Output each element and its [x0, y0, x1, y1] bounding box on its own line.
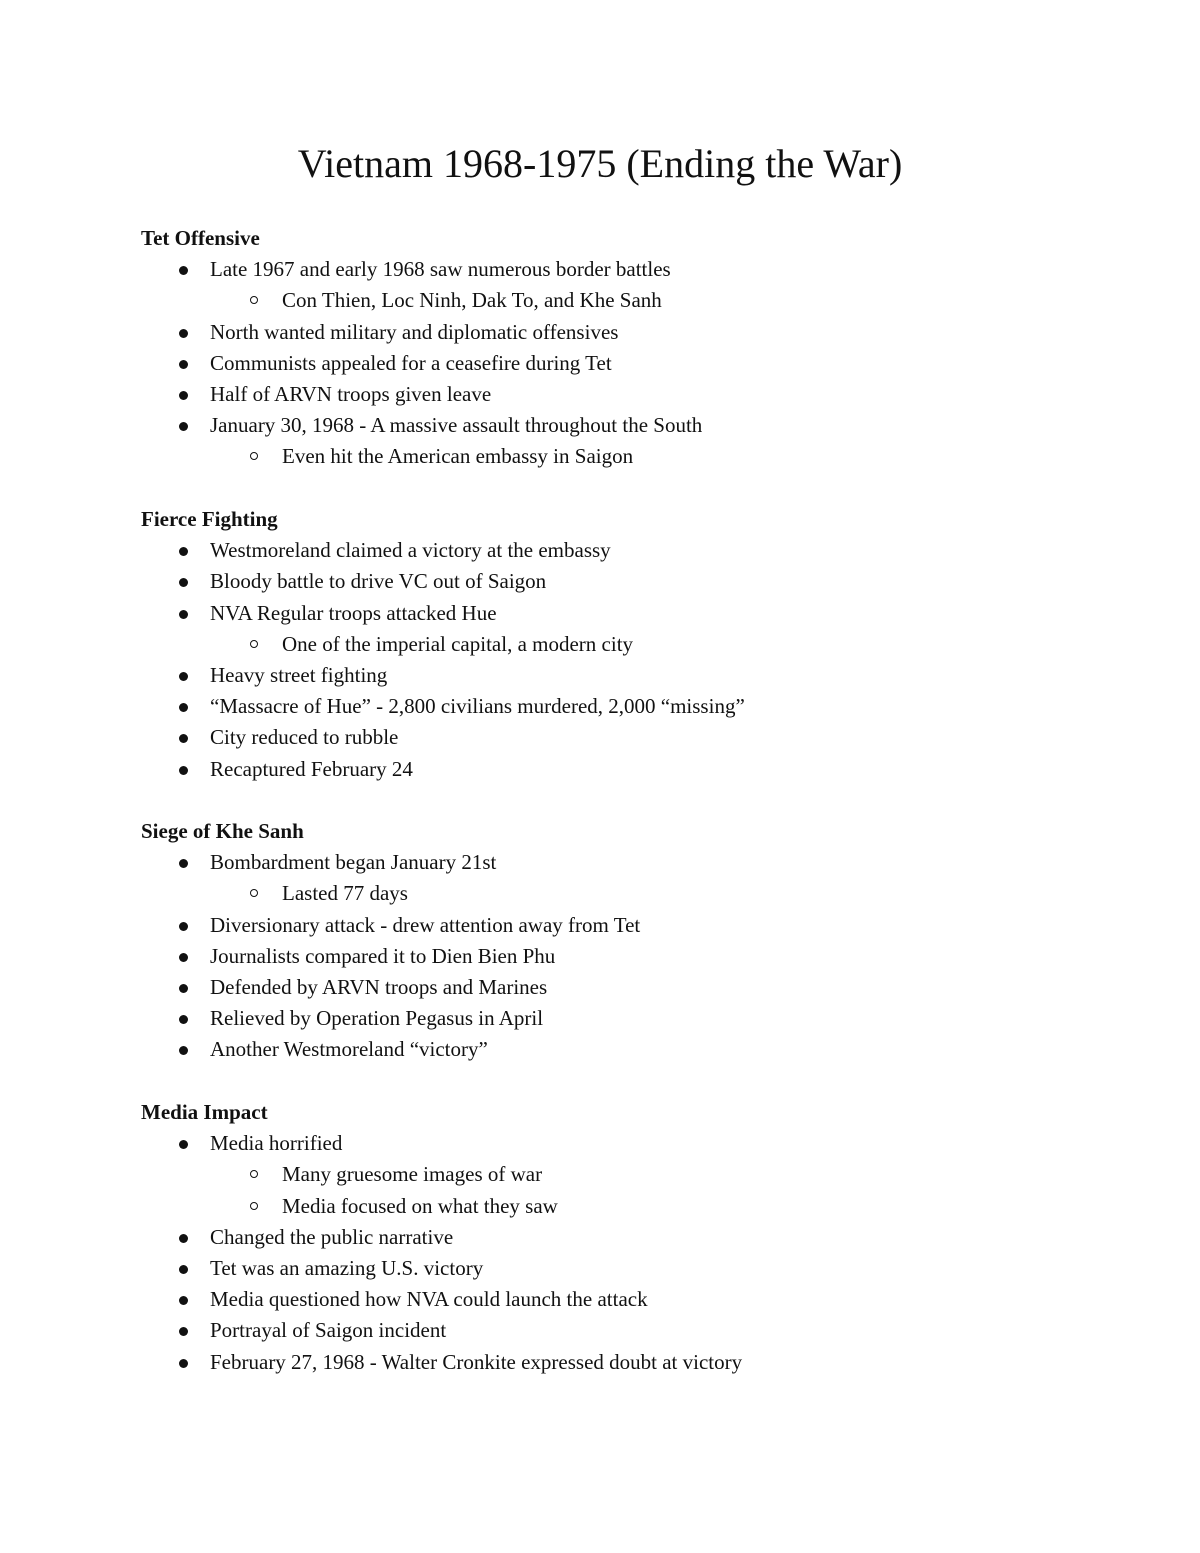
- bullet-item: [141, 1222, 1041, 1253]
- bullet-item: [141, 410, 1041, 441]
- bullet-item: [141, 754, 1041, 785]
- bullet-text: Portrayal of Saigon incident: [210, 1318, 447, 1343]
- bullet-item: [141, 941, 1041, 972]
- filled-circle-bullet-icon: [179, 360, 188, 369]
- bullet-text: Relieved by Operation Pegasus in April: [210, 1006, 544, 1031]
- filled-circle-bullet-icon: [179, 734, 188, 743]
- document-title: Vietnam 1968-1975 (Ending the War): [297, 141, 903, 186]
- filled-circle-bullet-icon: [179, 703, 188, 712]
- section-siege-of-khe-sanh: [141, 816, 1041, 1066]
- section-heading: Tet Offensive: [141, 226, 260, 250]
- bullet-text: North wanted military and diplomatic offensives: [210, 319, 619, 344]
- bullet-text: Late 1967 and early 1968 saw numerous border battles: [210, 257, 671, 282]
- sub-bullet-item: [141, 1191, 1041, 1222]
- section-heading: Siege of Khe Sanh: [141, 819, 304, 843]
- filled-circle-bullet-icon: [179, 1265, 188, 1274]
- bullet-text: February 27, 1968 - Walter Cronkite expressed doubt at victory: [210, 1349, 743, 1374]
- bullet-text: Half of ARVN troops given leave: [210, 381, 492, 406]
- filled-circle-bullet-icon: [179, 1296, 188, 1305]
- bullet-item: [141, 1253, 1041, 1284]
- filled-circle-bullet-icon: [179, 1234, 188, 1243]
- bullet-text: “Massacre of Hue” - 2,800 civilians murdered, 2,000 “missing”: [210, 694, 745, 719]
- filled-circle-bullet-icon: [179, 610, 188, 619]
- bullet-item: [141, 254, 1041, 285]
- bullet-text: Communists appealed for a ceasefire during Tet: [210, 350, 612, 375]
- bullet-item: [141, 910, 1041, 941]
- filled-circle-bullet-icon: [179, 266, 188, 275]
- filled-circle-bullet-icon: [179, 922, 188, 931]
- hollow-circle-bullet-icon: [250, 296, 258, 304]
- section-media-impact: [141, 1097, 1041, 1378]
- bullet-text: Changed the public narrative: [210, 1224, 454, 1249]
- sub-bullet-item: [141, 285, 1041, 316]
- bullet-text: Diversionary attack - drew attention away from Tet: [210, 912, 641, 937]
- bullet-text: Tet was an amazing U.S. victory: [210, 1255, 484, 1280]
- bullet-text: One of the imperial capital, a modern city: [282, 631, 634, 656]
- sub-bullet-item: [141, 878, 1041, 909]
- sub-bullet-item: [141, 441, 1041, 472]
- bullet-item: [141, 660, 1041, 691]
- bullet-item: [141, 1315, 1041, 1346]
- filled-circle-bullet-icon: [179, 547, 188, 556]
- filled-circle-bullet-icon: [179, 1046, 188, 1055]
- filled-circle-bullet-icon: [179, 578, 188, 587]
- hollow-circle-bullet-icon: [250, 640, 258, 648]
- bullet-text: Con Thien, Loc Ninh, Dak To, and Khe Sanh: [282, 288, 662, 313]
- bullet-text: City reduced to rubble: [210, 725, 399, 750]
- bullet-text: Bloody battle to drive VC out of Saigon: [210, 569, 547, 594]
- bullet-text: Another Westmoreland “victory”: [210, 1037, 488, 1062]
- hollow-circle-bullet-icon: [250, 1202, 258, 1210]
- bullet-item: [141, 1003, 1041, 1034]
- sub-bullet-item: [141, 1159, 1041, 1190]
- filled-circle-bullet-icon: [179, 953, 188, 962]
- bullet-item: [141, 566, 1041, 597]
- bullet-text: January 30, 1968 - A massive assault throughout the South: [210, 413, 703, 438]
- bullet-item: [141, 691, 1041, 722]
- bullet-text: Even hit the American embassy in Saigon: [282, 444, 634, 469]
- bullet-item: [141, 598, 1041, 629]
- bullet-text: Lasted 77 days: [282, 881, 408, 906]
- bullet-item: [141, 379, 1041, 410]
- filled-circle-bullet-icon: [179, 422, 188, 431]
- bullet-item: [141, 1347, 1041, 1378]
- filled-circle-bullet-icon: [179, 1015, 188, 1024]
- hollow-circle-bullet-icon: [250, 1170, 258, 1178]
- section-heading: Fierce Fighting: [141, 507, 278, 531]
- hollow-circle-bullet-icon: [250, 452, 258, 460]
- bullet-item: [141, 1034, 1041, 1065]
- bullet-item: [141, 972, 1041, 1003]
- filled-circle-bullet-icon: [179, 672, 188, 681]
- section-fierce-fighting: [141, 504, 1041, 785]
- bullet-item: [141, 535, 1041, 566]
- bullet-item: [141, 317, 1041, 348]
- filled-circle-bullet-icon: [179, 859, 188, 868]
- filled-circle-bullet-icon: [179, 1140, 188, 1149]
- bullet-text: Defended by ARVN troops and Marines: [210, 974, 548, 999]
- bullet-item: [141, 348, 1041, 379]
- hollow-circle-bullet-icon: [250, 889, 258, 897]
- bullet-item: [141, 1128, 1041, 1159]
- bullet-item: [141, 847, 1041, 878]
- filled-circle-bullet-icon: [179, 766, 188, 775]
- bullet-text: Media questioned how NVA could launch the attack: [210, 1287, 648, 1312]
- sub-bullet-item: [141, 629, 1041, 660]
- bullet-text: Westmoreland claimed a victory at the embassy: [210, 538, 611, 563]
- bullet-text: Recaptured February 24: [210, 756, 413, 781]
- bullet-item: [141, 722, 1041, 753]
- bullet-text: Media focused on what they saw: [282, 1193, 558, 1218]
- bullet-item: [141, 1284, 1041, 1315]
- section-heading: Media Impact: [141, 1100, 268, 1124]
- bullet-text: Heavy street fighting: [210, 662, 388, 687]
- filled-circle-bullet-icon: [179, 329, 188, 338]
- filled-circle-bullet-icon: [179, 1327, 188, 1336]
- section-tet-offensive: [141, 223, 1041, 473]
- bullet-text: NVA Regular troops attacked Hue: [210, 600, 497, 625]
- filled-circle-bullet-icon: [179, 391, 188, 400]
- bullet-text: Journalists compared it to Dien Bien Phu: [210, 943, 556, 968]
- bullet-text: Many gruesome images of war: [282, 1162, 543, 1187]
- bullet-text: Bombardment began January 21st: [210, 850, 497, 875]
- filled-circle-bullet-icon: [179, 984, 188, 993]
- filled-circle-bullet-icon: [179, 1359, 188, 1368]
- bullet-text: Media horrified: [210, 1131, 343, 1156]
